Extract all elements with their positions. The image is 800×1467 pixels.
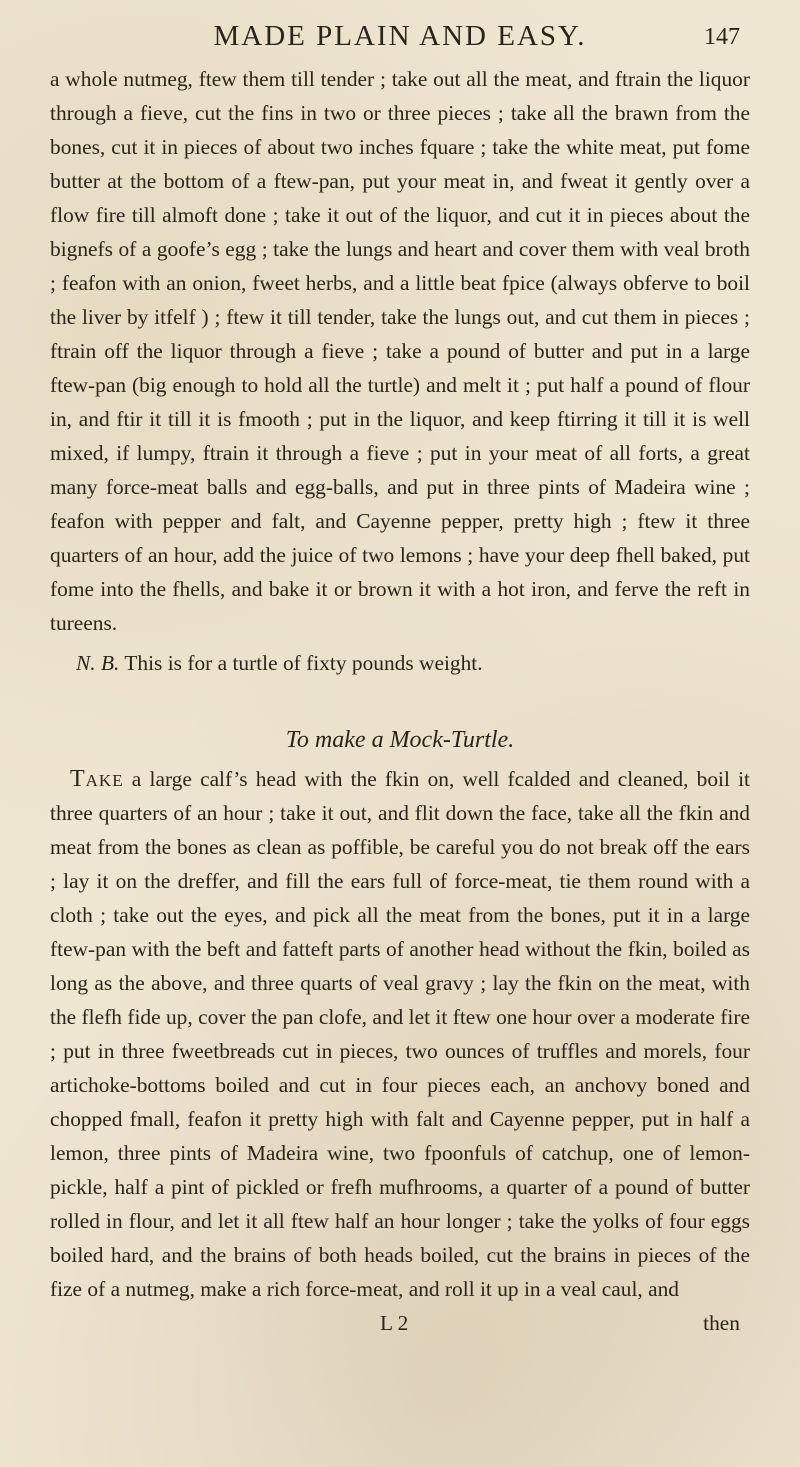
page-number: 147 (704, 24, 740, 50)
catchword: then (703, 1311, 740, 1335)
turtle-recipe-paragraph: a whole nutmeg, ftew them till tender ; take out all the meat, and ftrain the liquor through a fieve, cut the fins in two or three pieces ; take all the brawn from the bones, cut it in pieces of about two inches fquare ; take the white meat, put fome butter at the bottom of a ftew-pan, put your meat in, and fweat it gently over a flow fire till almoft done ; take it out of the liquor, and cut it in pieces about the bignefs of a goofe’s egg ; take the lungs and heart and cover them with veal broth ; feafon with an onion, fweet herbs, and a little beat fpice (always obferve to boil the liver by itfelf ) ; ftew it till tender, take the lungs out, and cut them in pieces ; ftrain off the liquor through a fieve ; take a pound of butter and put in a large ftew-pan (big enough to hold all the turtle) and melt it ; put half a pound of flour in, and ftir it till it is fmooth ; put in the liquor, and keep ftirring it till it is well mixed, if lumpy, ftrain it through a fieve ; put in your meat of all forts, a great many force-meat balls and egg-balls, and put in three pints of Madeira wine ; feafon with pepper and falt, and Cayenne pepper, pretty high ; ftew it three quarters of an hour, add the juice of two lemons ; have your deep fhell baked, put fome into the fhells, and bake it or brown it with a hot iron, and ferve the reft in tureens. (50, 67, 750, 635)
mock-turtle-text: a large calf’s head with the fkin on, well fcalded and cleaned, boil it three quarters of an hour ; take it out, and flit down the face, take all the fkin and meat from the bones as clean as poffible, be careful you do not break off the ears ; lay it on the dreffer, and fill the ears full of force-meat, tie them round with a cloth ; take out the eyes, and pick all the meat from the bones, put it in a large ftew-pan with the beft and fatteft parts of another head without the fkin, boiled as long as the above, and three quarts of veal gravy ; lay the fkin on the meat, with the flefh fide up, cover the pan clofe, and let it ftew one hour over a moderate fire ; put in three fweetbreads cut in pieces, two ounces of truffles and morels, four artichoke-bottoms boiled and cut in four pieces each, an anchovy boned and chopped fmall, feafon it pretty high with falt and Cayenne pepper, put in half a lemon, three pints of Madeira wine, two fpoonfuls of catchup, one of lemon-pickle, half a pint of pickled or frefh mufhrooms, a quarter of a pound of butter rolled in flour, and let it all ftew half an hour longer ; take the yolks of four eggs boiled hard, and the brains of both heads boiled, cut the brains in pieces of the fize of a nutmeg, make a rich force-meat, and roll it up in a veal caul, and (50, 767, 750, 1301)
mock-turtle-heading: To make a Mock-Turtle. (285, 727, 515, 753)
nota-bene-note (50, 646, 750, 680)
section-first-word: Take (70, 766, 124, 792)
running-title: MADE PLAIN AND EASY. (213, 20, 587, 52)
nota-bene-label: N. B. (76, 651, 120, 675)
nota-bene-text: This is for a turtle of fixty pounds weight. (119, 651, 483, 675)
mock-turtle-paragraph (50, 762, 750, 1306)
signature-mark: L 2 (380, 1311, 409, 1335)
page-footer (50, 1306, 750, 1346)
running-head (50, 16, 750, 56)
